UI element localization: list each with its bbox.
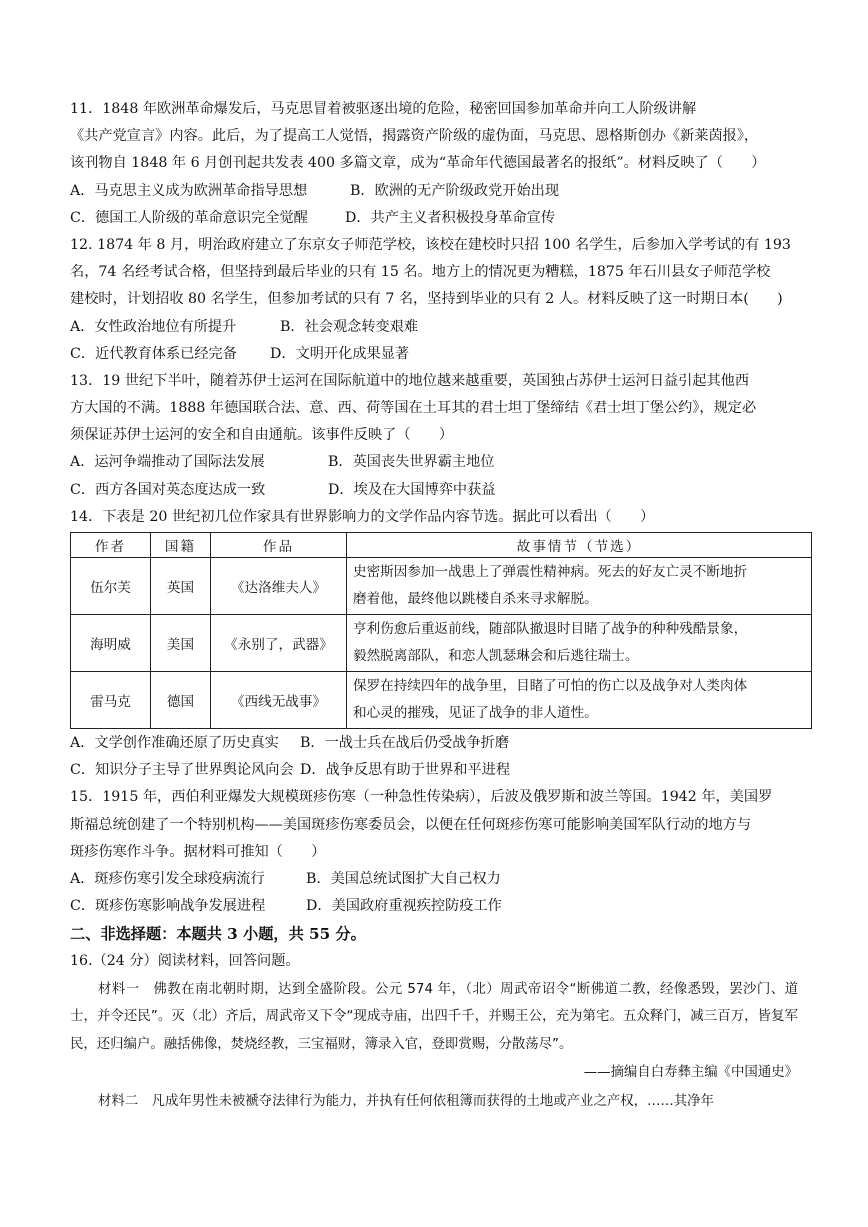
- q12-option-a[interactable]: A．女性政治地位有所提升: [70, 318, 237, 335]
- question-11: [70, 96, 810, 232]
- q14-options-row-1: [70, 730, 810, 757]
- q13-option-d[interactable]: D．埃及在大国博弈中获益: [328, 481, 496, 498]
- q13-line-3: 须保证苏伊士运河的安全和自由通航。该事件反映了（ ）: [70, 427, 454, 444]
- q16-material-2: 材料二 凡成年男性未被褫夺法律行为能力，并执有任何依租簿而获得的土地或产业之产权，……其净年: [98, 1094, 714, 1110]
- q11-option-d[interactable]: D．共产主义者积极投身革命宣传: [345, 209, 556, 226]
- q12-options-row-1: [70, 314, 810, 341]
- q13-options-row-2: [70, 477, 810, 504]
- q15-line-3: 斑疹伤寒作斗争。据材料可推知（ ）: [70, 843, 326, 860]
- table-row: [71, 558, 812, 615]
- q16-source-1: ——摘编自白寿彝主编《中国通史》: [583, 1065, 798, 1081]
- cell-plot: [347, 615, 812, 672]
- q15-line-2: 斯福总统创建了一个特别机构——美国斑疹伤寒委员会，以便在任何斑疹伤寒可能影响美国军队行动的地方与: [70, 816, 752, 833]
- cell-plot: [347, 558, 812, 615]
- q12-option-d[interactable]: D．文明开化成果显著: [270, 345, 410, 362]
- q11-option-c[interactable]: C．德国工人阶级的革命意识完全觉醒: [70, 209, 308, 226]
- q13-option-a[interactable]: A．运河争端推动了国际法发展: [70, 454, 265, 471]
- q14-option-b[interactable]: B．一战士兵在战后仍受战争折磨: [300, 735, 510, 751]
- cell-work: 《西线无战事》: [211, 672, 347, 729]
- q12-option-c[interactable]: C．近代教育体系已经完备: [70, 345, 237, 362]
- q15-option-a[interactable]: A．斑疹伤寒引发全球疫病流行: [70, 870, 265, 887]
- question-14: [70, 504, 810, 785]
- q11-option-b[interactable]: B．欧洲的无产阶级政党开始出现: [350, 182, 560, 199]
- q15-options-row-1: [70, 866, 810, 893]
- plot-line-2: 和心灵的摧残，见证了战争的非人道性。: [353, 705, 598, 721]
- q11-option-a[interactable]: A．马克思主义成为欧洲革命指导思想: [70, 182, 308, 199]
- cell-nation: 德国: [151, 672, 211, 729]
- exam-page: [70, 96, 810, 1116]
- header-author: 作者: [71, 533, 151, 558]
- cell-work: 《永别了，武器》: [211, 615, 347, 672]
- question-16: [70, 948, 810, 1116]
- q11-options-row-1: [70, 178, 810, 205]
- question-12: [70, 232, 810, 368]
- q13-option-b[interactable]: B．英国丧失世界霸主地位: [328, 454, 495, 471]
- q12-option-b[interactable]: B．社会观念转变艰难: [280, 318, 419, 335]
- header-nation: 国籍: [151, 533, 211, 558]
- q11-options-row-2: [70, 205, 810, 232]
- q12-line-3: 建校时，计划招收 80 名学生，但参加考试的只有 7 名，坚持到毕业的只有 2 人。材料反映了这一时期日本( ): [70, 291, 783, 308]
- q16-stem: 16.（24 分）阅读材料，回答问题。: [70, 953, 300, 970]
- section-2-heading: 二、非选择题：本题共 3 小题，共 55 分。: [70, 925, 366, 944]
- question-15: [70, 784, 810, 920]
- plot-line-2: 毅然脱离部队，和恋人凯瑟琳会和后逃往瑞士。: [353, 648, 639, 664]
- table-header-row: [71, 533, 812, 558]
- q15-line-1: 15．1915 年，西伯利亚爆发大规模斑疹伤寒（一种急性传染病），后波及俄罗斯和波兰等国。1942 年，美国罗: [70, 789, 773, 806]
- cell-author: 伍尔芙: [71, 558, 151, 615]
- cell-nation: 英国: [151, 558, 211, 615]
- plot-line-1: 史密斯因参加一战患上了弹震性精神病。死去的好友亡灵不断地折: [353, 564, 748, 580]
- q15-options-row-2: [70, 893, 810, 920]
- q13-options-row-1: [70, 449, 810, 476]
- q14-option-d[interactable]: D．战争反思有助于世界和平进程: [300, 762, 511, 779]
- q14-option-c[interactable]: C．知识分子主导了世界舆论风向会: [70, 762, 294, 779]
- q15-option-c[interactable]: C．斑疹伤寒影响战争发展进程: [70, 898, 266, 915]
- cell-author: 海明威: [71, 615, 151, 672]
- q12-line-1: 12. 1874 年 8 月，明治政府建立了东京女子师范学校，该校在建校时只招 100 名学生，后参加入学考试的有 193: [70, 236, 791, 253]
- cell-work: 《达洛维夫人》: [211, 558, 347, 615]
- question-13: [70, 368, 810, 504]
- q14-options-row-2: [70, 757, 810, 784]
- q11-line-1: 11．1848 年欧洲革命爆发后，马克思冒着被驱逐出境的危险，秘密回国参加革命并向工人阶级讲解: [70, 101, 697, 117]
- q16-material-1: 材料一 佛教在南北朝时期，达到全盛阶段。公元 574 年，（北）周武帝诏令“断佛道二教，经像悉毁，罢沙门、道士，并令还民”。灭（北）齐后，周武帝又下令“现成寺庙，出四千千，并赐王公，充为第宅。五众释门，减三百万，皆复军民，还归编户。融括佛像，焚烧经教，三宝福财，簿录入官，登即赏赐，分散荡尽”。: [70, 981, 798, 1052]
- q11-line-2: 《共产党宣言》内容。此后，为了提高工人觉悟，揭露资产阶级的虚伪面，马克思、恩格斯创办《新莱茵报》，: [70, 128, 759, 145]
- q13-line-1: 13．19 世纪下半叶，随着苏伊士运河在国际航道中的地位越来越重要，英国独占苏伊士运河日益引起其他西: [70, 372, 750, 389]
- q12-line-2: 名，74 名经考试合格，但坚持到最后毕业的只有 15 名。地方上的情况更为糟糕，1875 年石川县女子师范学校: [70, 264, 771, 281]
- cell-plot: [347, 672, 812, 729]
- q14-option-a[interactable]: A．文学创作准确还原了历史真实: [70, 735, 279, 751]
- q11-line-3: 该刊物自 1848 年 6 月创刊起共发表 400 多篇文章，成为“革命年代德国最著名的报纸”。材料反映了（ ）: [70, 155, 766, 172]
- q15-option-d[interactable]: D．美国政府重视疾控防疫工作: [306, 898, 502, 915]
- q13-option-c[interactable]: C．西方各国对英态度达成一致: [70, 481, 266, 498]
- literature-table: [70, 532, 812, 729]
- table-row: [71, 615, 812, 672]
- table-row: [71, 672, 812, 729]
- plot-line-1: 亨利伤愈后重返前线，随部队撤退时目睹了战争的种种残酷景象，: [353, 621, 748, 637]
- q14-stem: 14．下表是 20 世纪初几位作家具有世界影响力的文学作品内容节选。据此可以看出（ ）: [70, 508, 655, 525]
- header-work: 作品: [211, 533, 347, 558]
- cell-author: 雷马克: [71, 672, 151, 729]
- q15-option-b[interactable]: B．美国总统试图扩大自己权力: [306, 870, 501, 887]
- q13-line-2: 方大国的不满。1888 年德国联合法、意、西、荷等国在土耳其的君士坦丁堡缔结《君士坦丁堡公约》，规定必: [70, 400, 757, 417]
- cell-nation: 美国: [151, 615, 211, 672]
- q12-options-row-2: [70, 341, 810, 368]
- plot-line-2: 磨着他，最终他以跳楼自杀来寻求解脱。: [353, 591, 598, 607]
- plot-line-1: 保罗在持续四年的战争里，目睹了可怕的伤亡以及战争对人类肉体: [353, 678, 748, 694]
- header-plot: 故事情节（节选）: [347, 533, 812, 558]
